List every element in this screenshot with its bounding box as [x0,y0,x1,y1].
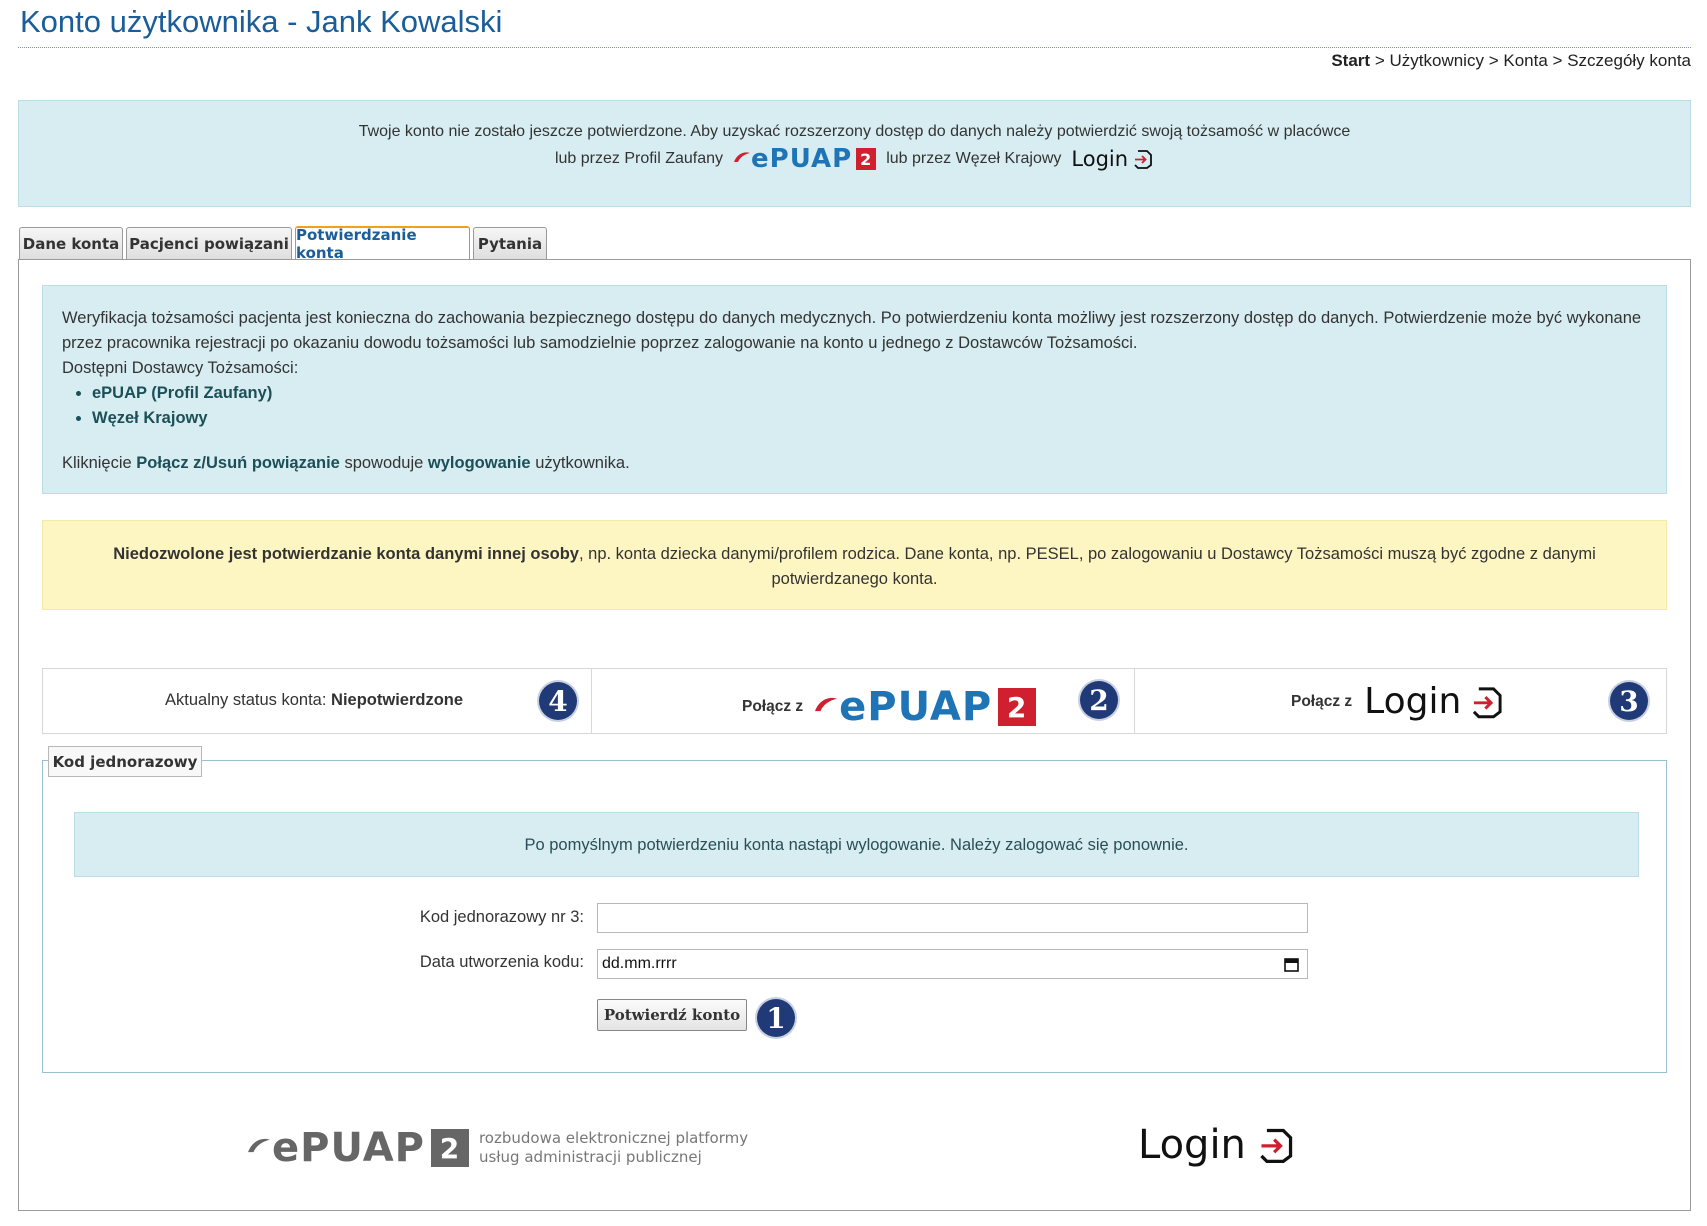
note-suffix: użytkownika. [535,454,630,472]
epuap-tagline [479,1129,748,1167]
account-status [165,691,463,710]
login-arrow-icon [1469,684,1505,720]
breadcrumb-separator: > [1488,51,1499,70]
connect-login-button[interactable] [1291,681,1505,722]
epuap-logo-text: ePUAP [751,144,853,174]
epuap-logo-number: 2 [856,148,876,170]
connect-login-label: Połącz z [1291,692,1353,710]
login-gov-footer-logo [1138,1122,1296,1168]
epuap-swoosh-icon [733,151,751,167]
connect-login-cell[interactable] [1134,669,1669,733]
note-connect-phrase: Połącz z/Usuń powiązanie [136,454,340,472]
page-title: Konto użytkownika - Jank Kowalski [20,4,503,39]
step-badge-1: 1 [757,999,795,1037]
identity-providers-row [42,668,1667,734]
title-divider [18,47,1691,48]
connect-epuap-label: Połącz z [742,698,804,715]
notice-wezel-text: lub przez Węzeł Krajowy [886,150,1062,167]
one-time-code-input[interactable] [597,903,1308,933]
verification-info-box [42,285,1667,494]
code-label: Kod jednorazowy nr 3: [419,908,584,926]
logout-after-confirm-notice: Po pomyślnym potwierdzeniu konta nastąpi wylogowanie. Należy zalogować się ponownie. [74,812,1639,877]
breadcrumb-users-link[interactable]: Użytkownicy [1389,51,1484,70]
account-status-value: Niepotwierdzone [331,691,464,709]
calendar-icon[interactable] [1284,957,1299,972]
identity-warning-text [83,542,1626,592]
login-arrow-icon [1132,148,1154,170]
account-status-cell [43,669,591,733]
epuap-logo-text: ePUAP [272,1125,425,1171]
note-middle: spowoduje [344,454,424,472]
notice-line-2 [19,146,1690,172]
epuap-logo-link[interactable] [733,146,876,172]
login-gov-logo [1364,681,1505,722]
epuap-footer-logo [246,1125,749,1171]
login-gov-logo-link[interactable] [1071,147,1154,171]
login-logo-text: Login [1138,1122,1246,1168]
epuap-logo-number: 2 [431,1129,469,1167]
identity-warning-box [42,520,1667,610]
tab-questions[interactable]: Pytania [473,227,547,260]
warning-bold: Niedozwolone jest potwierdzanie konta danymi innej osoby [113,545,579,563]
provider-item-epuap: • ePUAP (Profil Zaufany) [92,381,272,406]
note-prefix: Kliknięcie [62,454,132,472]
breadcrumb-accounts-link[interactable]: Konta [1503,51,1548,70]
breadcrumb-start-link[interactable]: Start [1331,51,1371,70]
code-date-label: Data utworzenia kodu: [419,953,584,971]
epuap-logo-number: 2 [998,688,1036,726]
one-time-code-legend: Kod jednorazowy [48,746,202,777]
providers-label: Dostępni Dostawcy Tożsamości: [62,359,299,377]
providers-list [62,381,272,431]
epuap-tagline-line-1: rozbudowa elektronicznej platformy [478,1129,749,1147]
breadcrumb-current: Szczegóły konta [1567,51,1691,70]
unconfirmed-account-notice [18,100,1691,207]
verification-info-text: Weryfikacja tożsamości pacjenta jest konieczna do zachowania bezpiecznego dostępu do danych medycznych. Po potwierdzeniu konta możliwy jest rozszerzony dostęp do danych. Potwierdzenie może być wykonane przez pracownika rejestracji po okazaniu dowodu tożsamości lub samodzielnie poprzez zalogowanie na konto u jednego z Dostawców Tożsamości. [62,309,1642,352]
epuap-footer-wordmark [246,1125,469,1171]
epuap-logo [813,684,1036,730]
account-status-label: Aktualny status konta: [165,691,327,709]
tab-account-confirmation[interactable]: Potwierdzanie konta [295,226,470,260]
connect-epuap-cell[interactable] [591,669,1135,733]
step-badge-4: 4 [539,682,577,720]
provider-item-wezel: • Węzeł Krajowy [92,406,272,431]
breadcrumb-separator: > [1374,51,1385,70]
login-logo-text: Login [1364,681,1462,722]
step-badge-3: 3 [1610,682,1648,720]
breadcrumb [1331,51,1691,71]
tab-account-data[interactable]: Dane konta [19,227,123,260]
notice-line-1: Twoje konto nie zostało jeszcze potwierdzone. Aby uzyskać rozszerzony dostęp do danych należy potwierdzić swoją tożsamość w placówce [358,123,1351,140]
confirm-account-button[interactable]: Potwierdź konto [597,999,747,1031]
connect-epuap-button[interactable] [742,684,1036,730]
code-date-placeholder: dd.mm.rrrr [602,955,677,972]
epuap-swoosh-icon [813,696,839,718]
tab-linked-patients[interactable]: Pacjenci powiązani [126,227,292,260]
notice-profil-zaufany-text: lub przez Profil Zaufany [554,150,724,167]
logout-warning-note [62,451,1642,476]
step-badge-2: 2 [1080,681,1118,719]
epuap-logo-text: ePUAP [839,684,993,730]
login-arrow-icon [1256,1125,1296,1165]
note-logout-phrase: wylogowanie [427,454,531,472]
breadcrumb-separator: > [1552,51,1563,70]
code-date-input[interactable] [597,949,1308,979]
warning-rest: , np. konta dziecka danymi/profilem rodzica. Dane konta, np. PESEL, po zalogowaniu u Dostawcy Tożsamości muszą być zgodne z danymi potwierdzanego konta. [578,545,1596,588]
login-logo-text: Login [1071,147,1129,171]
epuap-tagline-line-2: usług administracji publicznej [478,1148,702,1166]
epuap-swoosh-icon [246,1137,272,1159]
